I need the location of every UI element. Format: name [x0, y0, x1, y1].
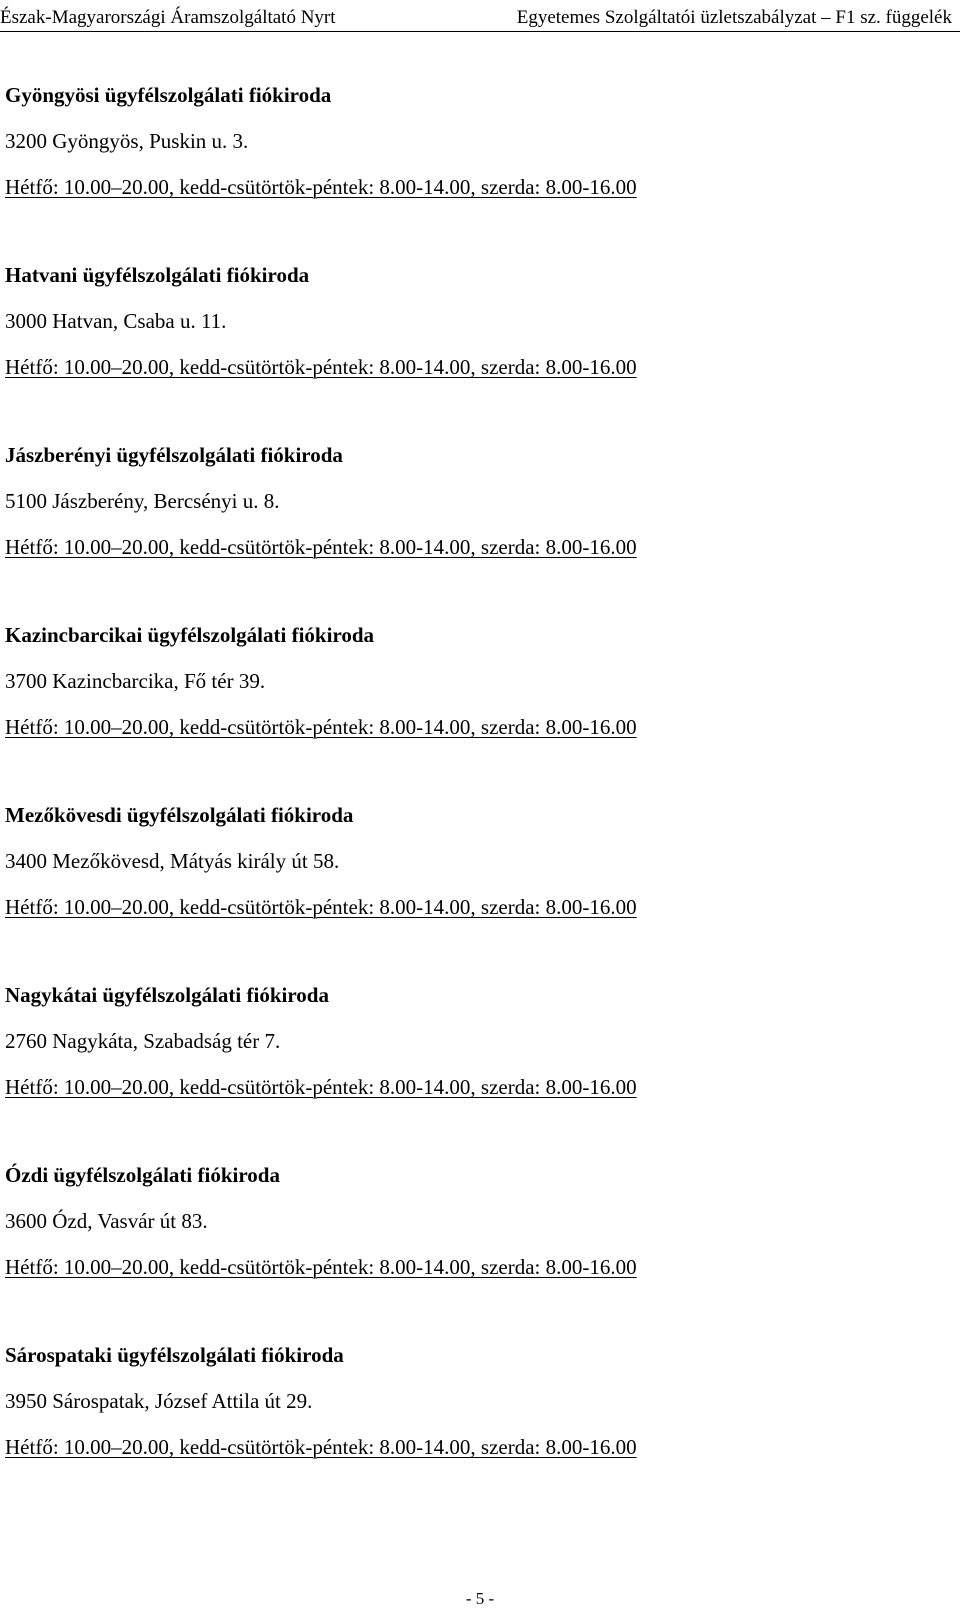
- office-title: Jászberényi ügyfélszolgálati fiókiroda: [5, 443, 343, 467]
- office-hours: Hétfő: 10.00–20.00, kedd-csütörtök-péntek: 8.00-14.00, szerda: 8.00-16.00: [5, 895, 637, 919]
- office-hours: Hétfő: 10.00–20.00, kedd-csütörtök-péntek: 8.00-14.00, szerda: 8.00-16.00: [5, 355, 637, 379]
- office-title: Sárospataki ügyfélszolgálati fiókiroda: [5, 1343, 344, 1367]
- office-title: Hatvani ügyfélszolgálati fiókiroda: [5, 263, 310, 287]
- office-hours: Hétfő: 10.00–20.00, kedd-csütörtök-péntek: 8.00-14.00, szerda: 8.00-16.00: [5, 535, 637, 559]
- office-hours: Hétfő: 10.00–20.00, kedd-csütörtök-péntek: 8.00-14.00, szerda: 8.00-16.00: [5, 1435, 637, 1459]
- office-hours: Hétfő: 10.00–20.00, kedd-csütörtök-péntek: 8.00-14.00, szerda: 8.00-16.00: [5, 1075, 637, 1099]
- office-address: 2760 Nagykáta, Szabadság tér 7.: [5, 1029, 281, 1053]
- office-hours: Hétfő: 10.00–20.00, kedd-csütörtök-péntek: 8.00-14.00, szerda: 8.00-16.00: [5, 1255, 637, 1279]
- office-address: 3400 Mezőkövesd, Mátyás király út 58.: [5, 849, 340, 873]
- office-title: Kazincbarcikai ügyfélszolgálati fiókiroda: [5, 623, 375, 647]
- office-title: Mezőkövesdi ügyfélszolgálati fiókiroda: [5, 803, 354, 827]
- header-company: Észak-Magyarországi Áramszolgáltató Nyrt: [0, 7, 336, 28]
- office-address: 5100 Jászberény, Bercsényi u. 8.: [5, 489, 280, 513]
- office-address: 3950 Sárospatak, József Attila út 29.: [5, 1389, 313, 1413]
- office-address: 3200 Gyöngyös, Puskin u. 3.: [5, 129, 249, 153]
- header-document-title: Egyetemes Szolgáltatói üzletszabályzat – F1 sz. függelék: [516, 7, 952, 28]
- office-title: Nagykátai ügyfélszolgálati fiókiroda: [5, 983, 329, 1007]
- office-address: 3000 Hatvan, Csaba u. 11.: [5, 309, 227, 333]
- running-header: [0, 3, 960, 32]
- page-number: - 5 -: [465, 1589, 495, 1608]
- office-title: Ózdi ügyfélszolgálati fiókiroda: [5, 1163, 280, 1187]
- office-hours: Hétfő: 10.00–20.00, kedd-csütörtök-péntek: 8.00-14.00, szerda: 8.00-16.00: [5, 175, 637, 199]
- office-address: 3600 Ózd, Vasvár út 83.: [5, 1209, 208, 1233]
- office-title: Gyöngyösi ügyfélszolgálati fiókiroda: [5, 83, 332, 107]
- office-address: 3700 Kazincbarcika, Fő tér 39.: [5, 669, 266, 693]
- office-hours: Hétfő: 10.00–20.00, kedd-csütörtök-péntek: 8.00-14.00, szerda: 8.00-16.00: [5, 715, 637, 739]
